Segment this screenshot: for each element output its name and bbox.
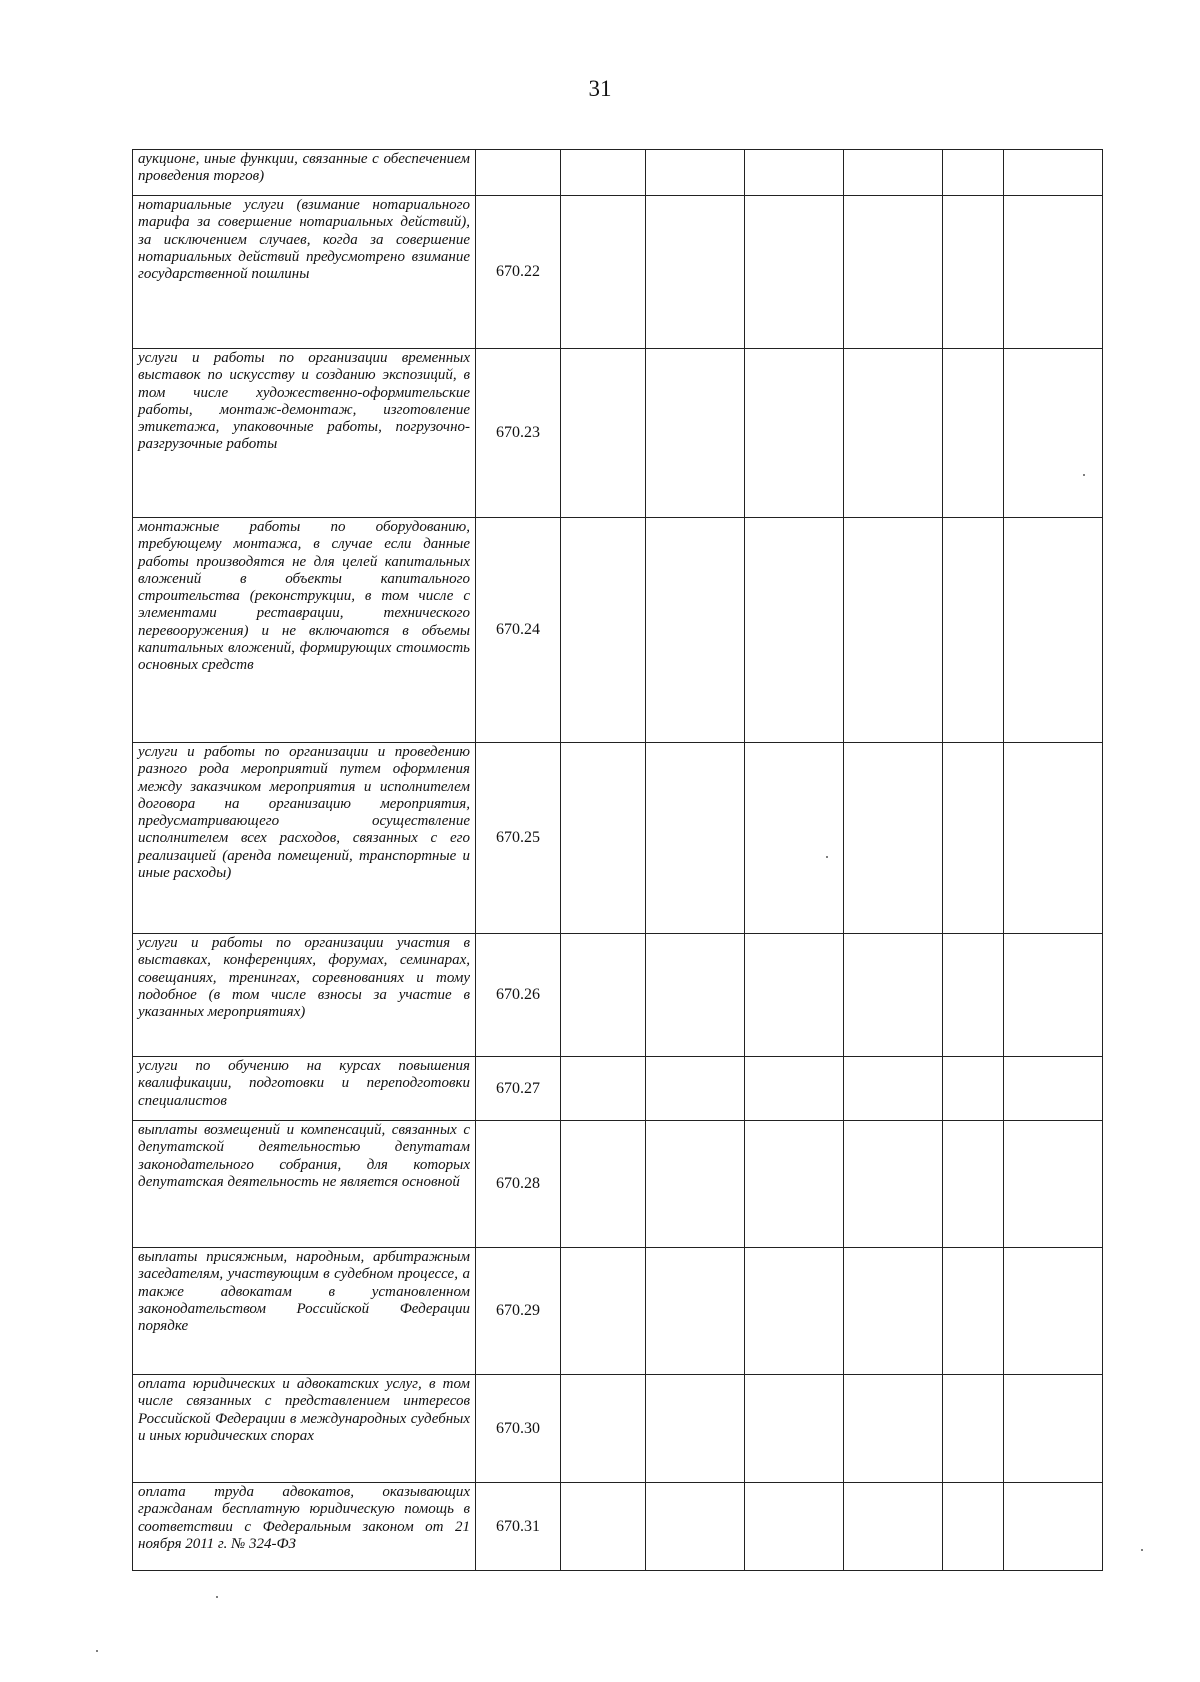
table-row [133, 1375, 1103, 1483]
table-row [133, 1121, 1103, 1248]
row-description: оплата юридических и адвокатских услуг, в том числе связанных с представлением интересов Российской Федерации в международных судебных и иных юридических спорах [133, 1375, 476, 1483]
empty-cell [646, 1057, 745, 1121]
empty-cell [844, 934, 943, 1057]
empty-cell [1004, 196, 1103, 349]
empty-cell [561, 934, 646, 1057]
empty-cell [1004, 518, 1103, 743]
empty-cell [943, 743, 1004, 934]
empty-cell [1004, 743, 1103, 934]
empty-cell [561, 1375, 646, 1483]
table-row [133, 518, 1103, 743]
empty-cell [1004, 1375, 1103, 1483]
empty-cell [646, 196, 745, 349]
row-code: 670.30 [476, 1375, 561, 1483]
empty-cell [1004, 1483, 1103, 1571]
row-code: 670.27 [476, 1057, 561, 1121]
empty-cell [745, 349, 844, 518]
empty-cell [745, 1483, 844, 1571]
empty-cell [646, 1121, 745, 1248]
empty-cell [844, 1375, 943, 1483]
empty-cell [943, 196, 1004, 349]
row-description: услуги по обучению на курсах повышения квалификации, подготовки и переподготовки специалистов [133, 1057, 476, 1121]
empty-cell [844, 1057, 943, 1121]
empty-cell [561, 1483, 646, 1571]
empty-cell [561, 349, 646, 518]
row-description: аукционе, иные функции, связанные с обеспечением проведения торгов) [133, 150, 476, 196]
row-code: 670.22 [476, 196, 561, 349]
table-row [133, 150, 1103, 196]
row-description: нотариальные услуги (взимание нотариального тарифа за совершение нотариальных действий), за исключением случаев, когда за совершение нотариальных действий предусмотрено взимание государственной пошлины [133, 196, 476, 349]
row-code: 670.24 [476, 518, 561, 743]
empty-cell [561, 1121, 646, 1248]
empty-cell [745, 518, 844, 743]
row-code: 670.31 [476, 1483, 561, 1571]
empty-cell [646, 349, 745, 518]
row-description: монтажные работы по оборудованию, требующему монтажа, в случае если данные работы производятся не для целей капитальных вложений в объекты капитального строительства (реконструкции, в том числе с элементами реставрации, технического перевооружения) и не включаются в объемы капитальных вложений, формирующих стоимость основных средств [133, 518, 476, 743]
empty-cell [844, 518, 943, 743]
empty-cell [646, 1248, 745, 1375]
row-description: услуги и работы по организации временных выставок по искусству и созданию экспозиций, в том числе художественно-оформительские работы, монтаж-демонтаж, изготовление этикетажа, упаковочные работы, погрузочно-разгрузочные работы [133, 349, 476, 518]
empty-cell [745, 1375, 844, 1483]
empty-cell [943, 1248, 1004, 1375]
empty-cell [646, 150, 745, 196]
row-code: 670.26 [476, 934, 561, 1057]
empty-cell [844, 1121, 943, 1248]
empty-cell [943, 1375, 1004, 1483]
empty-cell [745, 1121, 844, 1248]
table-row [133, 934, 1103, 1057]
empty-cell [943, 1483, 1004, 1571]
empty-cell [745, 743, 844, 934]
page-number: 31 [588, 76, 612, 101]
table-row [133, 1248, 1103, 1375]
scan-speck [826, 856, 828, 858]
table-row [133, 349, 1103, 518]
empty-cell [561, 196, 646, 349]
empty-cell [646, 1375, 745, 1483]
empty-cell [943, 934, 1004, 1057]
empty-cell [943, 349, 1004, 518]
empty-cell [1004, 1121, 1103, 1248]
empty-cell [745, 196, 844, 349]
empty-cell [646, 1483, 745, 1571]
row-description: выплаты присяжным, народным, арбитражным заседателям, участвующим в судебном процессе, а также адвокатам в установленном законодательством Российской Федерации порядке [133, 1248, 476, 1375]
empty-cell [561, 1248, 646, 1375]
row-code: 670.28 [476, 1121, 561, 1248]
table-row [133, 743, 1103, 934]
empty-cell [844, 196, 943, 349]
empty-cell [1004, 1248, 1103, 1375]
empty-cell [646, 518, 745, 743]
row-description: услуги и работы по организации участия в выставках, конференциях, форумах, семинарах, совещаниях, тренингах, соревнованиях и тому подобное (в том числе взносы за участие в указанных мероприятиях) [133, 934, 476, 1057]
empty-cell [844, 349, 943, 518]
empty-cell [844, 150, 943, 196]
row-code: 670.23 [476, 349, 561, 518]
empty-cell [745, 1057, 844, 1121]
empty-cell [745, 934, 844, 1057]
empty-cell [1004, 349, 1103, 518]
empty-cell [745, 1248, 844, 1375]
empty-cell [1004, 150, 1103, 196]
empty-cell [561, 1057, 646, 1121]
empty-cell [561, 150, 646, 196]
empty-cell [943, 150, 1004, 196]
empty-cell [646, 934, 745, 1057]
table-row [133, 1057, 1103, 1121]
empty-cell [943, 518, 1004, 743]
empty-cell [1004, 1057, 1103, 1121]
empty-cell [844, 743, 943, 934]
row-description: услуги и работы по организации и проведению разного рода мероприятий путем оформления между заказчиком мероприятия и исполнителем договора на организацию мероприятия, предусматривающего осуществление исполнителем всех расходов, связанных с его реализацией (аренда помещений, транспортные и иные расходы) [133, 743, 476, 934]
empty-cell [646, 743, 745, 934]
row-description: выплаты возмещений и компенсаций, связанных с депутатской деятельностью депутатам законодательного собрания, для которых депутатская деятельность не является основной [133, 1121, 476, 1248]
table-row [133, 196, 1103, 349]
row-code [476, 150, 561, 196]
scan-speck [96, 1650, 98, 1652]
budget-classification-table [132, 149, 1103, 1571]
empty-cell [943, 1121, 1004, 1248]
table-row [133, 1483, 1103, 1571]
scan-speck [1141, 1549, 1143, 1551]
empty-cell [844, 1483, 943, 1571]
empty-cell [561, 518, 646, 743]
row-code: 670.29 [476, 1248, 561, 1375]
empty-cell [561, 743, 646, 934]
row-code: 670.25 [476, 743, 561, 934]
row-description: оплата труда адвокатов, оказывающих гражданам бесплатную юридическую помощь в соответствии с Федеральным законом от 21 ноября 2011 г. № 324-ФЗ [133, 1483, 476, 1571]
empty-cell [943, 1057, 1004, 1121]
empty-cell [745, 150, 844, 196]
scan-speck [1083, 474, 1085, 476]
empty-cell [1004, 934, 1103, 1057]
scan-speck [216, 1596, 218, 1598]
empty-cell [844, 1248, 943, 1375]
